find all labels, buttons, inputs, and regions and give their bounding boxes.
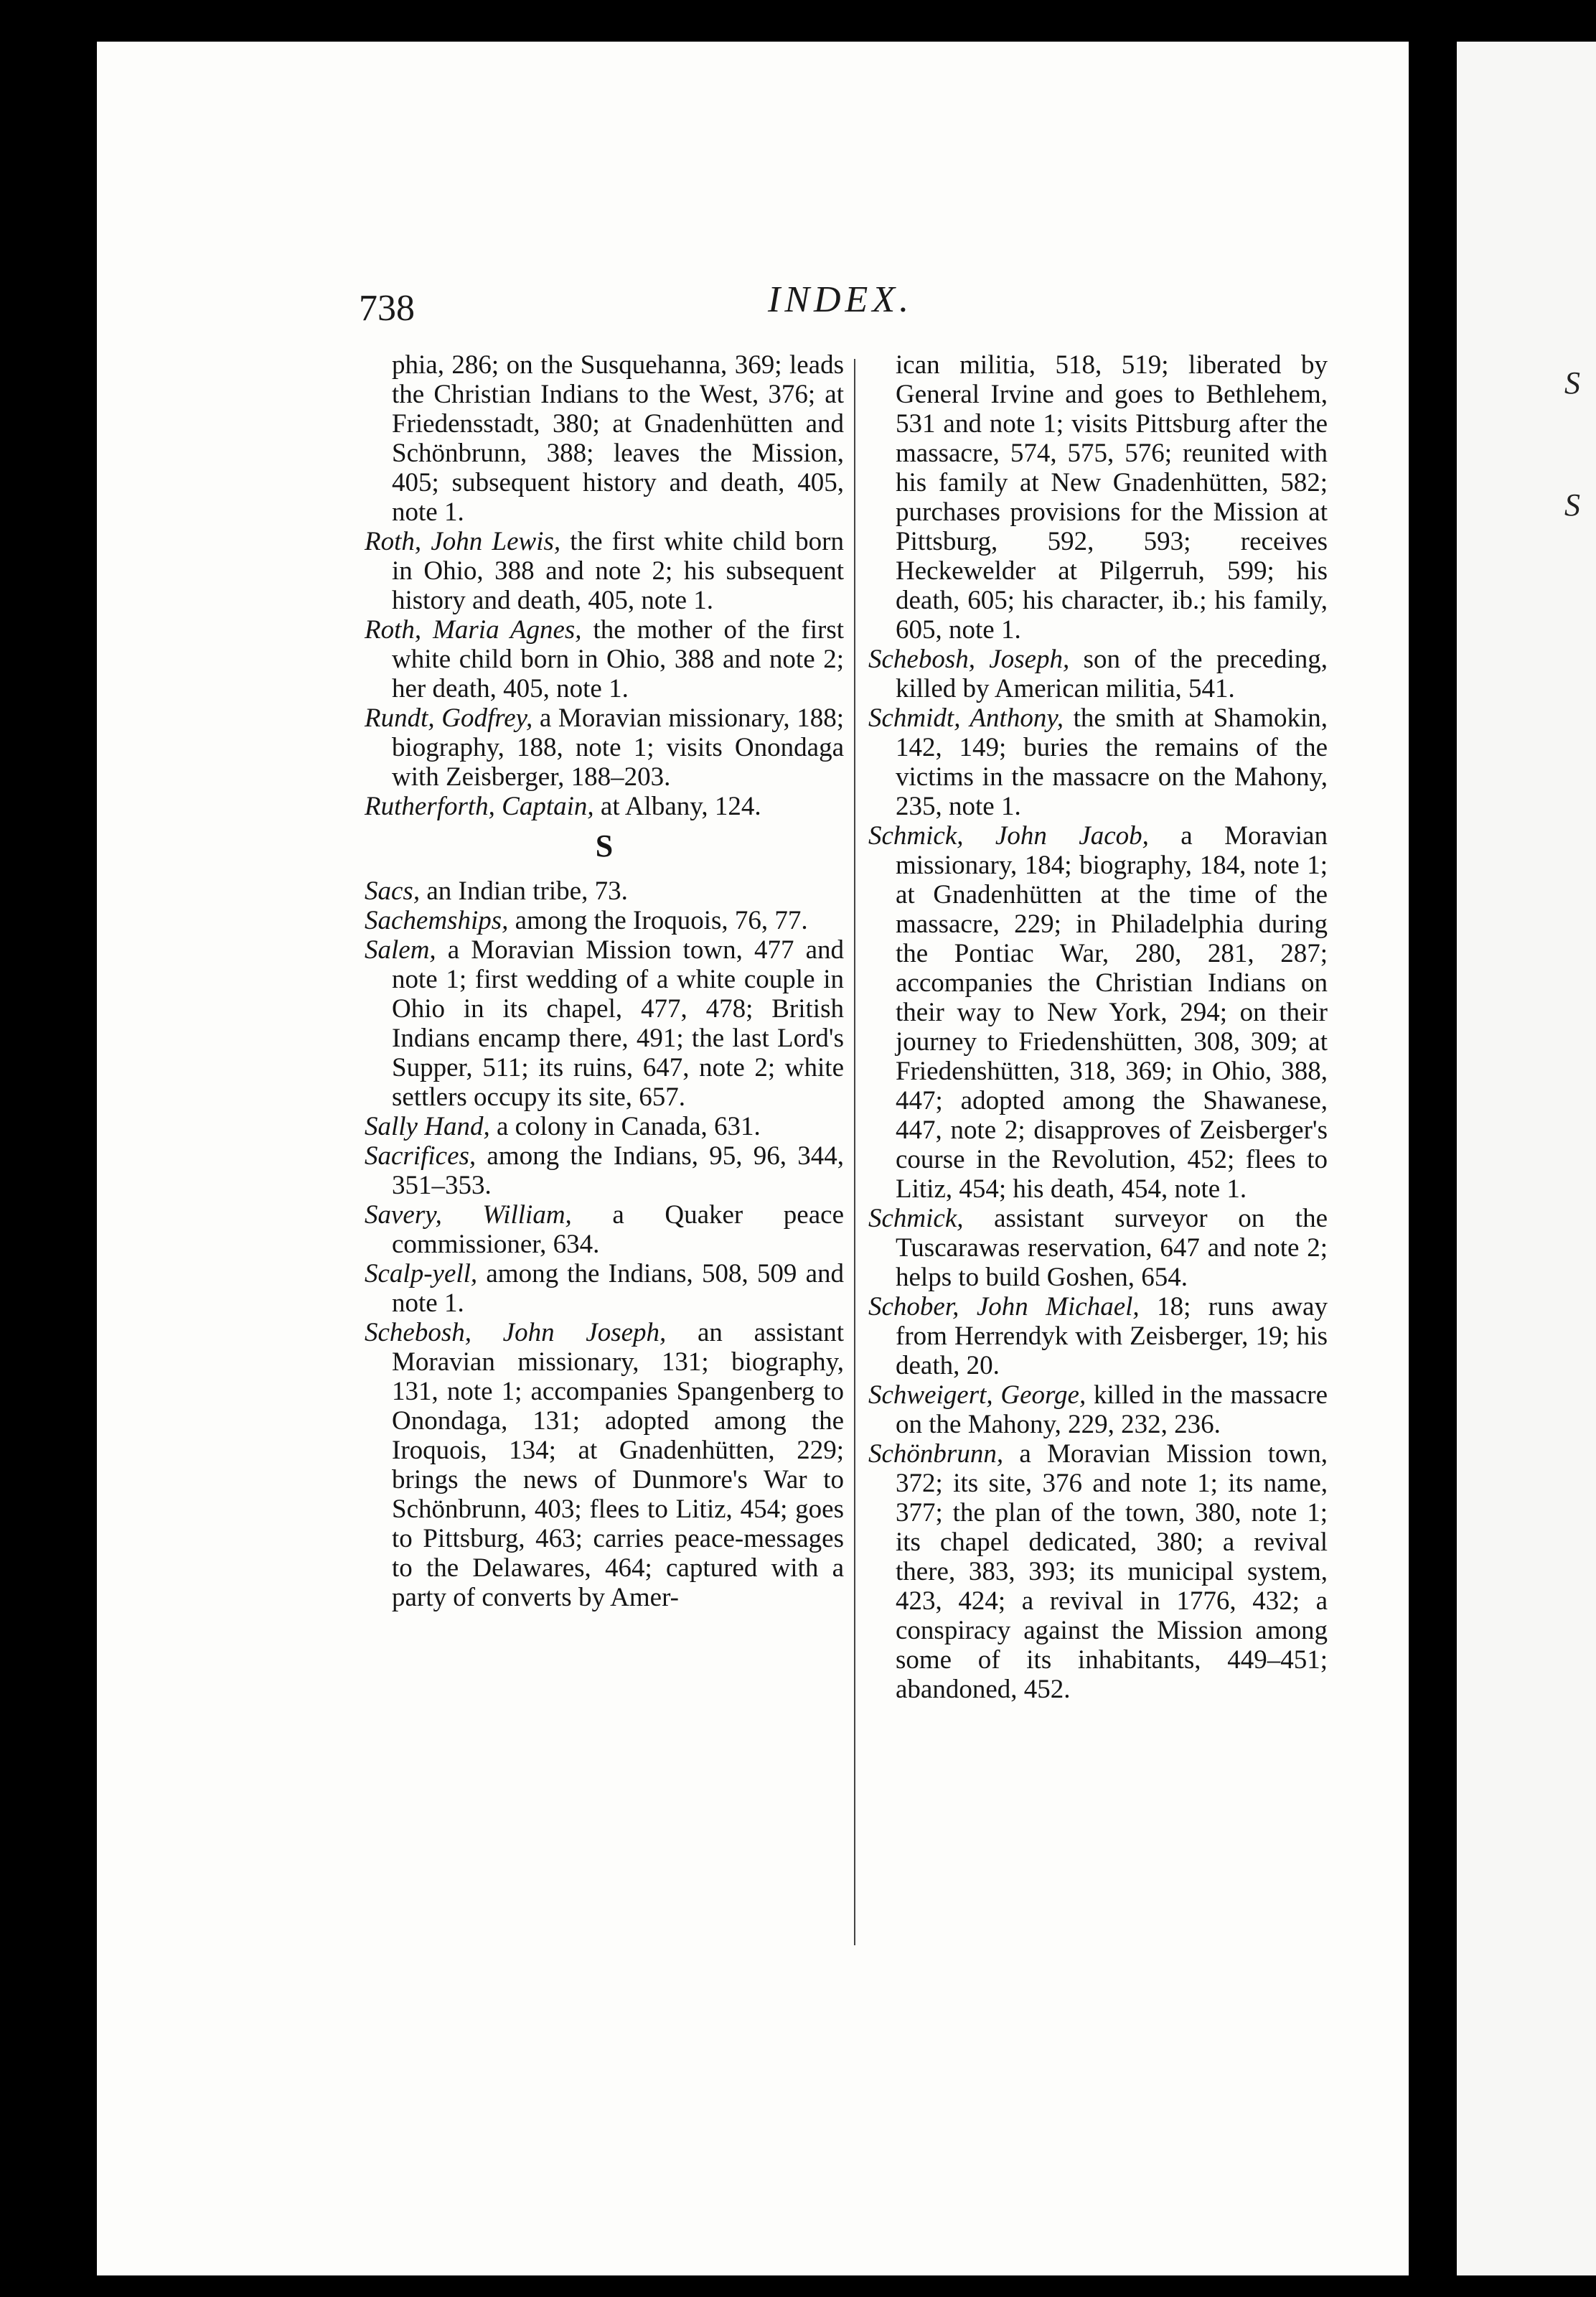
entry-heading: Schönbrunn, bbox=[868, 1439, 1004, 1469]
column-divider bbox=[854, 359, 855, 1945]
entry-heading: Sacs, bbox=[365, 876, 421, 906]
page-title: INDEX. bbox=[768, 279, 914, 320]
entry-heading: Sachemships, bbox=[365, 906, 509, 935]
index-entry bbox=[365, 792, 844, 821]
index-entry bbox=[868, 1292, 1328, 1380]
index-entry bbox=[365, 1318, 844, 1612]
index-entry bbox=[365, 876, 844, 906]
entry-text: an Indian tribe, 73. bbox=[420, 876, 628, 906]
index-entry bbox=[868, 703, 1328, 821]
entry-heading: Sacrifices, bbox=[365, 1141, 477, 1171]
entry-text: among the Indians, 95, 96, 344, 351–353. bbox=[392, 1141, 844, 1200]
index-entry bbox=[365, 906, 844, 935]
entry-text: among the Iroquois, 76, 77. bbox=[508, 906, 808, 935]
index-entries bbox=[365, 527, 844, 821]
entry-text: a Moravian Mission town, 372; its site, 376 and note 1; its name, 377; the plan of the town, 380, note 1; its chapel dedicated, 380; a revival there, 383, 393; its municipal system, 423, 424; a revival in 1776, 432; a conspiracy against the Mission among some of its inhabitants, 449–451; abandoned, 452. bbox=[896, 1439, 1328, 1704]
index-entry bbox=[365, 527, 844, 615]
entry-text: a Quaker peace commissioner, 634. bbox=[392, 1200, 844, 1259]
entry-text: son of the preceding, killed by American militia, 541. bbox=[896, 645, 1328, 703]
index-entries bbox=[868, 645, 1328, 1704]
entry-text: the mother of the first white child born in Ohio, 388 and note 2; her death, 405, note 1. bbox=[392, 615, 844, 703]
entry-heading: Savery, William, bbox=[365, 1200, 572, 1230]
entry-text: at Albany, 124. bbox=[593, 792, 761, 821]
entry-heading: Salem, bbox=[365, 935, 436, 965]
entry-heading: Schmick, bbox=[868, 1204, 964, 1233]
index-entry bbox=[868, 1204, 1328, 1292]
edge-letter-2: S bbox=[1564, 487, 1580, 523]
entry-heading: Schober, John Michael, bbox=[868, 1292, 1140, 1321]
left-column bbox=[365, 350, 844, 1612]
entry-heading: Schmick, John Jacob, bbox=[868, 821, 1149, 851]
entry-text: the smith at Shamokin, 142, 149; buries the remains of the victims in the massacre on the Mahony, 235, note 1. bbox=[896, 703, 1328, 821]
entry-text: a Moravian missionary, 188; biography, 188, note 1; visits Onondaga with Zeisberger, 188–203. bbox=[392, 703, 844, 792]
continuation-text: ican militia, 518, 519; liberated by General Irvine and goes to Bethlehem, 531 and note 1; visits Pittsburg after the massacre, 574, 575, 576; reunited with his family at New Gnadenhütten, 582; purchases provisions for the Mission at Pittsburg, 592, 593; receives Heckewelder at Pilgerruh, 599; his death, 605; his character, ib.; his family, 605, note 1. bbox=[896, 350, 1328, 645]
entry-heading: Schmidt, Anthony, bbox=[868, 703, 1064, 733]
index-entry bbox=[365, 1259, 844, 1318]
entry-text: a colony in Canada, 631. bbox=[489, 1112, 761, 1141]
entry-text: a Moravian missionary, 184; biography, 184, note 1; at Gnadenhütten at the time of the massacre, 229; in Philadelphia during the Pontiac War, 280, 281, 287; accompanies the Christian Indians on their way to New York, 294; on their journey to Friedenshütten, 308, 309; at Friedenshütten, 318, 369; in Ohio, 388, 447; adopted among the Shawanese, 447, note 2; disapproves of Zeisberger's course in the Revolution, 452; flees to Litiz, 454; his death, 454, note 1. bbox=[896, 821, 1328, 1204]
entry-text: an assistant Moravian missionary, 131; biography, 131, note 1; accompanies Spangenberg to Onondaga, 131; adopted among the Iroquois, 134; at Gnadenhütten, 229; brings the news of Dunmore's War to Schönbrunn, 403; flees to Litiz, 454; goes to Pittsburg, 463; carries peace-messages to the Delawares, 464; captured with a party of converts by Amer- bbox=[392, 1318, 844, 1612]
entry-text: among the Indians, 508, 509 and note 1. bbox=[392, 1259, 844, 1318]
index-entry bbox=[365, 935, 844, 1112]
entry-text: killed in the massacre on the Mahony, 229, 232, 236. bbox=[896, 1380, 1328, 1439]
index-entry bbox=[868, 1439, 1328, 1704]
entry-heading: Rundt, Godfrey, bbox=[365, 703, 533, 733]
page-number: 738 bbox=[359, 288, 415, 329]
entry-heading: Roth, John Lewis, bbox=[365, 527, 561, 556]
entry-text: a Moravian Mission town, 477 and note 1; first wedding of a white couple in Ohio in its chapel, 477, 478; British Indians encamp there, 491; the last Lord's Supper, 511; its ruins, 647, note 2; white settlers occupy its site, 657. bbox=[392, 935, 844, 1112]
entry-text: 18; runs away from Herrendyk with Zeisberger, 19; his death, 20. bbox=[896, 1292, 1328, 1380]
section-letter: S bbox=[595, 828, 614, 864]
entry-heading: Scalp-yell, bbox=[365, 1259, 478, 1288]
entry-heading: Schebosh, Joseph, bbox=[868, 645, 1070, 674]
adjacent-page-edge bbox=[1457, 42, 1596, 2275]
entry-heading: Roth, Maria Agnes, bbox=[365, 615, 582, 645]
index-entry bbox=[365, 1200, 844, 1259]
index-entry bbox=[365, 703, 844, 792]
index-entry bbox=[868, 1380, 1328, 1439]
index-entry bbox=[365, 1112, 844, 1141]
index-entry bbox=[365, 1141, 844, 1200]
entry-heading: Sally Hand, bbox=[365, 1112, 490, 1141]
edge-letter-1: S bbox=[1564, 365, 1580, 401]
entry-text: the first white child born in Ohio, 388 and note 2; his subsequent history and death, 405, note 1. bbox=[392, 527, 844, 615]
index-entry bbox=[868, 645, 1328, 703]
entry-heading: Schebosh, John Joseph, bbox=[365, 1318, 667, 1347]
continuation-text: phia, 286; on the Susquehanna, 369; leads the Christian Indians to the West, 376; at Friedensstadt, 380; at Gnadenhütten and Schönbrunn, 388; leaves the Mission, 405; subsequent history and death, 405, note 1. bbox=[392, 350, 844, 527]
index-entries-s bbox=[365, 876, 844, 1612]
entry-heading: Schweigert, George, bbox=[868, 1380, 1086, 1410]
right-column bbox=[868, 350, 1328, 1704]
index-entry bbox=[868, 821, 1328, 1204]
index-entry bbox=[365, 615, 844, 703]
entry-heading: Rutherforth, Captain, bbox=[365, 792, 594, 821]
entry-text: assistant surveyor on the Tuscarawas reservation, 647 and note 2; helps to build Goshen, 654. bbox=[896, 1204, 1328, 1292]
